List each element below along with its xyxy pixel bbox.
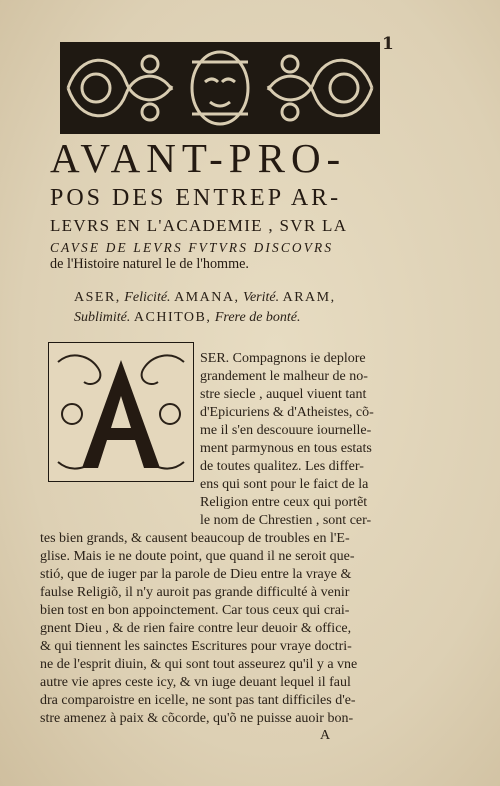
body-line: faulse Religiõ, il n'y auroit pas grande difficulté à venir <box>40 585 350 600</box>
speaker-list <box>74 288 394 328</box>
body-line: stre amenez à paix & cõcorde, qu'õ ne puisse auoir bon- <box>40 711 354 726</box>
body-line: tes bien grands, & causent beaucoup de troubles en l'E- <box>40 531 350 546</box>
body-line: bien tost en bon appoinctement. Car tous ceux qui crai- <box>40 603 350 618</box>
body-line: stió, que de iuger par la parole de Dieu entre la vraye & <box>40 567 352 582</box>
speaker-aram: ARAM, <box>282 290 336 305</box>
body-line: glise. Mais ie ne doute point, que quand il ne seroit que- <box>40 549 355 564</box>
title-line-5: de l'Histoire naturel le de l'homme. <box>50 256 249 272</box>
body-line: me il s'en descouure iournelle- <box>200 423 372 438</box>
body-line: & qui tiennent les sainctes Escritures pour vraye doctri- <box>40 639 352 654</box>
title-line-3: LEVRS EN L'ACADEMIE , SVR LA <box>50 216 348 235</box>
body-line: de toutes qualitez. Les differ- <box>200 459 364 474</box>
decorated-initial-a <box>48 342 194 482</box>
body-line: stre siecle , auquel viuent tant <box>200 387 367 402</box>
body-line: le nom de Chrestien , sont cer- <box>200 513 372 528</box>
speaker-aser-role: Felicité. <box>124 290 171 305</box>
speaker-aser: ASER, <box>74 290 121 305</box>
catchword: A <box>320 728 331 743</box>
title-line-4: CAVSE DE LEVRS FVTVRS DISCOVRS <box>50 240 334 255</box>
ornamental-headpiece <box>60 42 380 134</box>
speaker-achitob: ACHITOB, <box>133 310 212 325</box>
speaker-amana: AMANA, <box>174 290 240 305</box>
title-line-1: AVANT-PRO- <box>50 135 347 181</box>
speaker-aram-role: Sublimité. <box>74 310 131 325</box>
body-line: d'Epicuriens & d'Atheistes, cõ- <box>200 405 374 420</box>
body-line: ment parmynous en tous estats <box>200 441 372 456</box>
speaker-achitob-role: Frere de bonté. <box>214 310 301 325</box>
body-line: Religion entre ceux qui portẽt <box>200 495 368 510</box>
body-line: ens qui sont pour le faict de la <box>200 477 369 492</box>
title-line-2: POS DES ENTREP AR- <box>50 185 342 211</box>
body-line: gnent Dieu , & de rien faire contre leur deuoir & office, <box>40 621 352 636</box>
body-line: autre vie apres ceste icy, & vn iuge deuant lequel il faul <box>40 675 351 690</box>
body-line: dra comparoistre en icelle, ne sont pas tant difficiles d'e- <box>40 693 356 708</box>
body-line: ne de l'esprit diuin, & qui sont tout asseurez qu'il y a vne <box>40 657 358 672</box>
page-number: 1 <box>382 34 394 54</box>
speaker-amana-role: Verité. <box>242 290 280 305</box>
body-line: SER. Compagnons ie deplore <box>200 351 366 366</box>
body-line: grandement le malheur de no- <box>200 369 368 384</box>
